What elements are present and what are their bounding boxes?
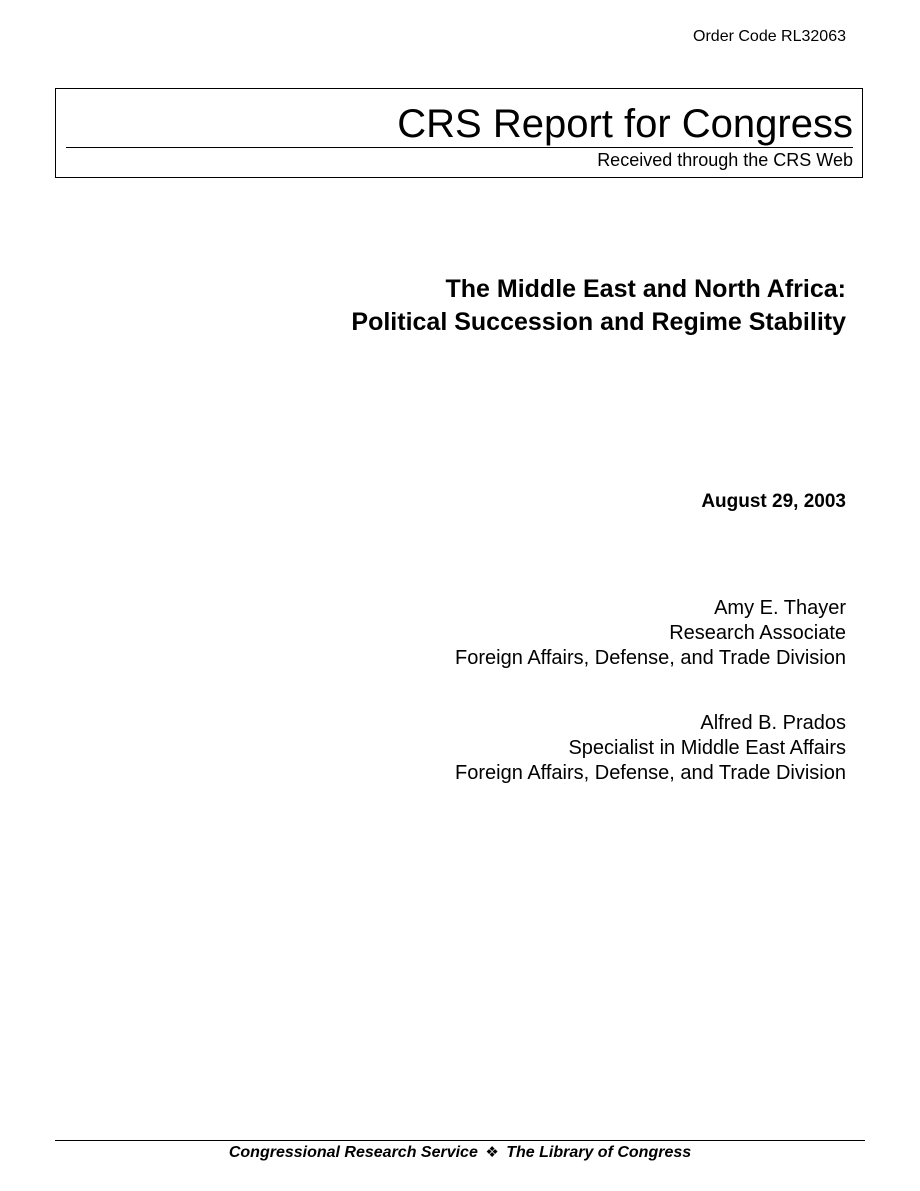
author-block bbox=[455, 711, 846, 786]
order-code: Order Code RL32063 bbox=[693, 28, 846, 45]
report-date: August 29, 2003 bbox=[701, 491, 846, 512]
footer-publisher: Congressional Research Service bbox=[228, 1144, 478, 1161]
footer-divider bbox=[55, 1140, 865, 1141]
report-title bbox=[351, 273, 846, 339]
author-position: Research Associate bbox=[669, 622, 846, 644]
footer bbox=[0, 1143, 920, 1163]
author-division: Foreign Affairs, Defense, and Trade Division bbox=[455, 762, 846, 784]
report-title-line-2: Political Succession and Regime Stability bbox=[351, 308, 846, 336]
author-position: Specialist in Middle East Affairs bbox=[568, 737, 846, 759]
banner-title: CRS Report for Congress bbox=[397, 102, 853, 146]
author-name: Alfred B. Prados bbox=[700, 712, 846, 734]
footer-library: The Library of Congress bbox=[506, 1144, 692, 1161]
diamond-separator-icon: ❖ bbox=[485, 1144, 499, 1161]
banner-subtitle: Received through the CRS Web bbox=[597, 150, 853, 170]
banner-divider bbox=[66, 147, 853, 148]
report-banner bbox=[55, 88, 863, 178]
author-name: Amy E. Thayer bbox=[714, 597, 846, 619]
report-title-line-1: The Middle East and North Africa: bbox=[445, 275, 846, 303]
author-block bbox=[455, 596, 846, 671]
author-division: Foreign Affairs, Defense, and Trade Division bbox=[455, 647, 846, 669]
